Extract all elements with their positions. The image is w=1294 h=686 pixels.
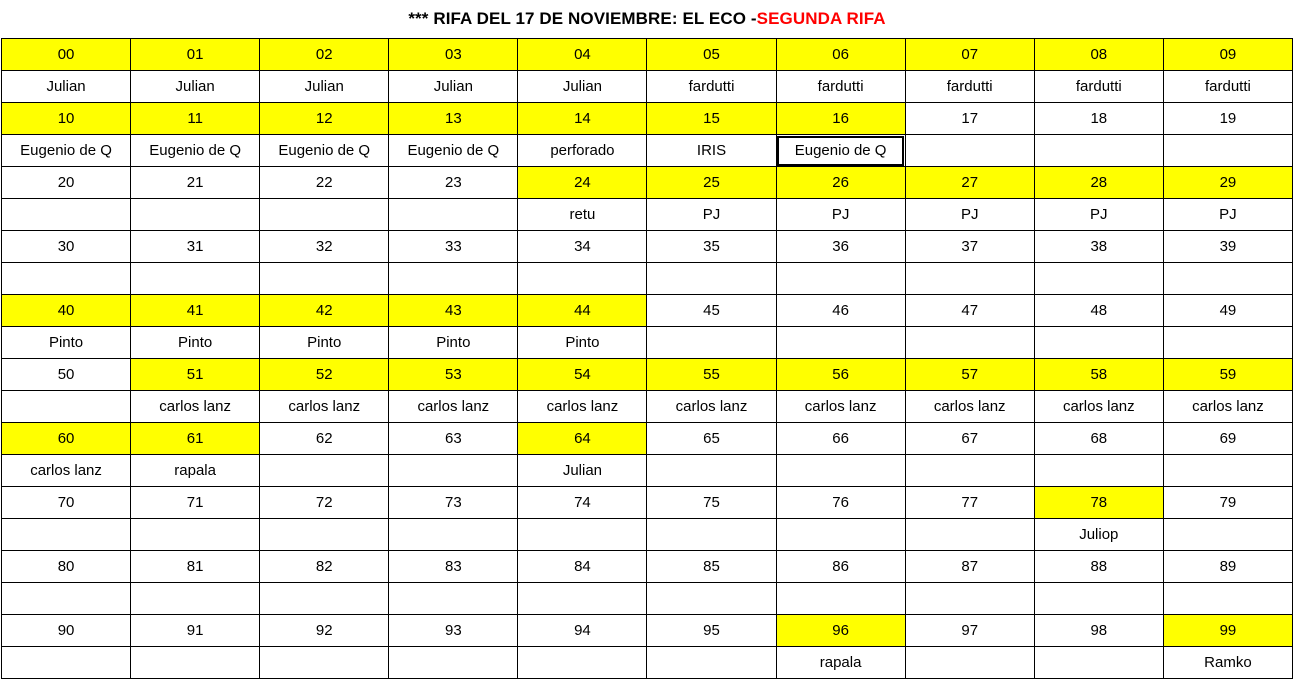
ticket-owner-cell[interactable] bbox=[260, 647, 389, 679]
name-row bbox=[2, 199, 1293, 231]
ticket-owner-cell[interactable]: PJ bbox=[1034, 199, 1163, 231]
ticket-owner-cell[interactable]: carlos lanz bbox=[389, 391, 518, 423]
ticket-owner-cell[interactable]: fardutti bbox=[905, 71, 1034, 103]
ticket-number-cell[interactable]: 73 bbox=[389, 487, 518, 519]
ticket-number-cell[interactable]: 49 bbox=[1163, 295, 1292, 327]
ticket-owner-cell[interactable] bbox=[1163, 583, 1292, 615]
ticket-owner-cell[interactable] bbox=[2, 647, 131, 679]
ticket-owner-cell[interactable] bbox=[776, 519, 905, 551]
ticket-number-cell[interactable]: 61 bbox=[131, 423, 260, 455]
name-row bbox=[2, 391, 1293, 423]
ticket-owner-cell[interactable] bbox=[905, 647, 1034, 679]
ticket-owner-cell[interactable] bbox=[776, 327, 905, 359]
number-row bbox=[2, 551, 1293, 583]
ticket-number-cell[interactable]: 72 bbox=[260, 487, 389, 519]
ticket-number-cell[interactable]: 90 bbox=[2, 615, 131, 647]
ticket-owner-cell[interactable]: PJ bbox=[1163, 199, 1292, 231]
number-row bbox=[2, 423, 1293, 455]
ticket-number-cell[interactable]: 37 bbox=[905, 231, 1034, 263]
ticket-owner-cell[interactable]: Pinto bbox=[131, 327, 260, 359]
ticket-number-cell[interactable]: 76 bbox=[776, 487, 905, 519]
ticket-owner-cell[interactable] bbox=[905, 519, 1034, 551]
page-title-highlight: SEGUNDA RIFA bbox=[756, 9, 886, 28]
ticket-number-cell[interactable]: 07 bbox=[905, 39, 1034, 71]
ticket-number-cell[interactable]: 86 bbox=[776, 551, 905, 583]
ticket-number-cell[interactable]: 15 bbox=[647, 103, 776, 135]
ticket-number-cell[interactable]: 81 bbox=[131, 551, 260, 583]
ticket-number-cell[interactable]: 75 bbox=[647, 487, 776, 519]
ticket-number-cell[interactable]: 09 bbox=[1163, 39, 1292, 71]
ticket-number-cell[interactable]: 14 bbox=[518, 103, 647, 135]
ticket-number-cell[interactable]: 32 bbox=[260, 231, 389, 263]
ticket-number-cell[interactable]: 91 bbox=[131, 615, 260, 647]
ticket-owner-cell[interactable] bbox=[1034, 327, 1163, 359]
ticket-owner-cell[interactable] bbox=[647, 327, 776, 359]
ticket-number-cell[interactable]: 21 bbox=[131, 167, 260, 199]
ticket-owner-cell[interactable]: carlos lanz bbox=[518, 391, 647, 423]
ticket-owner-cell[interactable] bbox=[2, 391, 131, 423]
ticket-number-cell[interactable]: 54 bbox=[518, 359, 647, 391]
ticket-owner-cell[interactable] bbox=[1163, 135, 1292, 167]
ticket-number-cell[interactable]: 03 bbox=[389, 39, 518, 71]
ticket-number-cell[interactable]: 46 bbox=[776, 295, 905, 327]
ticket-number-cell[interactable]: 56 bbox=[776, 359, 905, 391]
ticket-owner-cell[interactable] bbox=[131, 647, 260, 679]
ticket-owner-cell[interactable] bbox=[518, 519, 647, 551]
ticket-owner-cell[interactable]: Julian bbox=[260, 71, 389, 103]
number-row bbox=[2, 295, 1293, 327]
ticket-number-cell[interactable]: 69 bbox=[1163, 423, 1292, 455]
ticket-number-cell[interactable]: 44 bbox=[518, 295, 647, 327]
ticket-number-cell[interactable]: 57 bbox=[905, 359, 1034, 391]
ticket-number-cell[interactable]: 71 bbox=[131, 487, 260, 519]
ticket-owner-cell[interactable]: carlos lanz bbox=[647, 391, 776, 423]
ticket-number-cell[interactable]: 60 bbox=[2, 423, 131, 455]
ticket-owner-cell[interactable] bbox=[2, 583, 131, 615]
ticket-number-cell[interactable]: 31 bbox=[131, 231, 260, 263]
name-row bbox=[2, 71, 1293, 103]
ticket-owner-cell[interactable] bbox=[260, 263, 389, 295]
ticket-number-cell[interactable]: 41 bbox=[131, 295, 260, 327]
ticket-owner-cell[interactable]: rapala bbox=[776, 647, 905, 679]
ticket-number-cell[interactable]: 42 bbox=[260, 295, 389, 327]
ticket-owner-cell[interactable]: fardutti bbox=[1034, 71, 1163, 103]
ticket-owner-cell[interactable]: Eugenio de Q bbox=[260, 135, 389, 167]
ticket-number-cell[interactable]: 28 bbox=[1034, 167, 1163, 199]
ticket-number-cell[interactable]: 19 bbox=[1163, 103, 1292, 135]
name-row bbox=[2, 135, 1293, 167]
ticket-number-cell[interactable]: 70 bbox=[2, 487, 131, 519]
ticket-number-cell[interactable]: 87 bbox=[905, 551, 1034, 583]
ticket-number-cell[interactable]: 65 bbox=[647, 423, 776, 455]
ticket-number-cell[interactable]: 64 bbox=[518, 423, 647, 455]
ticket-number-cell[interactable]: 82 bbox=[260, 551, 389, 583]
ticket-owner-cell[interactable] bbox=[260, 199, 389, 231]
ticket-number-cell[interactable]: 24 bbox=[518, 167, 647, 199]
number-row bbox=[2, 615, 1293, 647]
number-row bbox=[2, 39, 1293, 71]
ticket-owner-cell[interactable] bbox=[647, 263, 776, 295]
ticket-owner-cell[interactable] bbox=[2, 263, 131, 295]
ticket-owner-cell[interactable]: Juliop bbox=[1034, 519, 1163, 551]
ticket-owner-cell[interactable]: Ramko bbox=[1163, 647, 1292, 679]
ticket-owner-cell[interactable]: carlos lanz bbox=[776, 391, 905, 423]
ticket-owner-cell[interactable]: retu bbox=[518, 199, 647, 231]
ticket-number-cell[interactable]: 63 bbox=[389, 423, 518, 455]
ticket-owner-cell[interactable] bbox=[647, 583, 776, 615]
ticket-owner-cell[interactable] bbox=[518, 647, 647, 679]
ticket-number-cell[interactable]: 93 bbox=[389, 615, 518, 647]
ticket-owner-cell[interactable] bbox=[905, 135, 1034, 167]
ticket-number-cell[interactable]: 08 bbox=[1034, 39, 1163, 71]
ticket-number-cell[interactable]: 79 bbox=[1163, 487, 1292, 519]
ticket-owner-cell[interactable]: Julian bbox=[518, 71, 647, 103]
ticket-owner-cell[interactable]: Pinto bbox=[2, 327, 131, 359]
ticket-owner-cell[interactable] bbox=[2, 519, 131, 551]
ticket-number-cell[interactable]: 74 bbox=[518, 487, 647, 519]
ticket-owner-cell[interactable]: PJ bbox=[776, 199, 905, 231]
name-row bbox=[2, 647, 1293, 679]
ticket-number-cell[interactable]: 53 bbox=[389, 359, 518, 391]
ticket-owner-cell[interactable] bbox=[1163, 455, 1292, 487]
ticket-number-cell[interactable]: 26 bbox=[776, 167, 905, 199]
ticket-owner-cell[interactable]: rapala bbox=[131, 455, 260, 487]
ticket-owner-cell[interactable] bbox=[131, 263, 260, 295]
ticket-number-cell[interactable]: 35 bbox=[647, 231, 776, 263]
ticket-owner-cell[interactable] bbox=[518, 263, 647, 295]
ticket-number-cell[interactable]: 80 bbox=[2, 551, 131, 583]
ticket-owner-cell[interactable] bbox=[905, 327, 1034, 359]
ticket-owner-cell[interactable] bbox=[1163, 327, 1292, 359]
ticket-owner-cell[interactable]: Julian bbox=[389, 71, 518, 103]
ticket-owner-cell[interactable] bbox=[1163, 519, 1292, 551]
ticket-number-cell[interactable]: 68 bbox=[1034, 423, 1163, 455]
ticket-number-cell[interactable]: 89 bbox=[1163, 551, 1292, 583]
ticket-number-cell[interactable]: 13 bbox=[389, 103, 518, 135]
ticket-number-cell[interactable]: 05 bbox=[647, 39, 776, 71]
ticket-owner-cell[interactable] bbox=[389, 455, 518, 487]
ticket-number-cell[interactable]: 25 bbox=[647, 167, 776, 199]
name-row bbox=[2, 263, 1293, 295]
ticket-number-cell[interactable]: 34 bbox=[518, 231, 647, 263]
ticket-owner-cell[interactable] bbox=[389, 519, 518, 551]
ticket-owner-cell[interactable]: Pinto bbox=[518, 327, 647, 359]
ticket-number-cell[interactable]: 04 bbox=[518, 39, 647, 71]
ticket-number-cell[interactable]: 00 bbox=[2, 39, 131, 71]
ticket-owner-cell[interactable] bbox=[260, 583, 389, 615]
ticket-number-cell[interactable]: 84 bbox=[518, 551, 647, 583]
ticket-owner-cell[interactable] bbox=[1163, 263, 1292, 295]
ticket-owner-cell[interactable]: Eugenio de Q bbox=[389, 135, 518, 167]
ticket-number-cell[interactable]: 36 bbox=[776, 231, 905, 263]
ticket-owner-cell[interactable]: carlos lanz bbox=[905, 391, 1034, 423]
ticket-owner-cell[interactable] bbox=[389, 583, 518, 615]
ticket-owner-cell[interactable] bbox=[1034, 647, 1163, 679]
ticket-number-cell[interactable]: 94 bbox=[518, 615, 647, 647]
ticket-number-cell[interactable]: 78 bbox=[1034, 487, 1163, 519]
ticket-number-cell[interactable]: 22 bbox=[260, 167, 389, 199]
ticket-owner-cell[interactable]: fardutti bbox=[1163, 71, 1292, 103]
ticket-number-cell[interactable]: 98 bbox=[1034, 615, 1163, 647]
ticket-owner-cell[interactable]: Julian bbox=[518, 455, 647, 487]
ticket-number-cell[interactable]: 12 bbox=[260, 103, 389, 135]
ticket-owner-cell[interactable] bbox=[260, 455, 389, 487]
ticket-owner-cell[interactable] bbox=[647, 647, 776, 679]
ticket-owner-cell[interactable]: carlos lanz bbox=[131, 391, 260, 423]
ticket-number-cell[interactable]: 30 bbox=[2, 231, 131, 263]
ticket-owner-cell[interactable]: Eugenio de Q bbox=[2, 135, 131, 167]
ticket-number-cell[interactable]: 47 bbox=[905, 295, 1034, 327]
number-row bbox=[2, 487, 1293, 519]
name-row bbox=[2, 455, 1293, 487]
number-row bbox=[2, 231, 1293, 263]
ticket-number-cell[interactable]: 10 bbox=[2, 103, 131, 135]
ticket-number-cell[interactable]: 83 bbox=[389, 551, 518, 583]
ticket-owner-cell[interactable] bbox=[131, 199, 260, 231]
ticket-number-cell[interactable]: 88 bbox=[1034, 551, 1163, 583]
ticket-owner-cell[interactable]: Pinto bbox=[389, 327, 518, 359]
ticket-owner-cell[interactable] bbox=[131, 519, 260, 551]
ticket-number-cell[interactable]: 38 bbox=[1034, 231, 1163, 263]
ticket-owner-cell[interactable] bbox=[905, 583, 1034, 615]
ticket-number-cell[interactable]: 01 bbox=[131, 39, 260, 71]
ticket-owner-cell[interactable] bbox=[776, 455, 905, 487]
name-row bbox=[2, 583, 1293, 615]
ticket-owner-cell[interactable]: Julian bbox=[2, 71, 131, 103]
ticket-owner-cell[interactable]: carlos lanz bbox=[260, 391, 389, 423]
name-row bbox=[2, 519, 1293, 551]
ticket-owner-cell[interactable]: Eugenio de Q bbox=[776, 135, 905, 167]
ticket-number-cell[interactable]: 58 bbox=[1034, 359, 1163, 391]
ticket-owner-cell[interactable] bbox=[905, 263, 1034, 295]
number-row bbox=[2, 103, 1293, 135]
raffle-grid bbox=[1, 38, 1293, 679]
ticket-number-cell[interactable]: 50 bbox=[2, 359, 131, 391]
ticket-owner-cell[interactable]: carlos lanz bbox=[1163, 391, 1292, 423]
ticket-owner-cell[interactable] bbox=[1034, 455, 1163, 487]
ticket-owner-cell[interactable]: fardutti bbox=[647, 71, 776, 103]
ticket-owner-cell[interactable]: fardutti bbox=[776, 71, 905, 103]
page-title bbox=[0, 0, 1294, 38]
ticket-owner-cell[interactable]: PJ bbox=[647, 199, 776, 231]
ticket-number-cell[interactable]: 23 bbox=[389, 167, 518, 199]
ticket-owner-cell[interactable] bbox=[1034, 263, 1163, 295]
ticket-number-cell[interactable]: 96 bbox=[776, 615, 905, 647]
ticket-number-cell[interactable]: 43 bbox=[389, 295, 518, 327]
ticket-number-cell[interactable]: 39 bbox=[1163, 231, 1292, 263]
ticket-number-cell[interactable]: 67 bbox=[905, 423, 1034, 455]
ticket-owner-cell[interactable]: Pinto bbox=[260, 327, 389, 359]
ticket-owner-cell[interactable]: carlos lanz bbox=[1034, 391, 1163, 423]
ticket-owner-cell[interactable] bbox=[1034, 583, 1163, 615]
ticket-number-cell[interactable]: 06 bbox=[776, 39, 905, 71]
ticket-number-cell[interactable]: 95 bbox=[647, 615, 776, 647]
name-row bbox=[2, 327, 1293, 359]
ticket-owner-cell[interactable] bbox=[647, 455, 776, 487]
ticket-number-cell[interactable]: 11 bbox=[131, 103, 260, 135]
ticket-number-cell[interactable]: 62 bbox=[260, 423, 389, 455]
ticket-owner-cell[interactable] bbox=[260, 519, 389, 551]
ticket-owner-cell[interactable] bbox=[776, 263, 905, 295]
ticket-number-cell[interactable]: 40 bbox=[2, 295, 131, 327]
ticket-owner-cell[interactable]: PJ bbox=[905, 199, 1034, 231]
ticket-owner-cell[interactable]: IRIS bbox=[647, 135, 776, 167]
ticket-number-cell[interactable]: 33 bbox=[389, 231, 518, 263]
ticket-number-cell[interactable]: 20 bbox=[2, 167, 131, 199]
ticket-owner-cell[interactable] bbox=[647, 519, 776, 551]
ticket-owner-cell[interactable]: Eugenio de Q bbox=[131, 135, 260, 167]
ticket-owner-cell[interactable] bbox=[389, 199, 518, 231]
ticket-number-cell[interactable]: 59 bbox=[1163, 359, 1292, 391]
ticket-number-cell[interactable]: 55 bbox=[647, 359, 776, 391]
ticket-number-cell[interactable]: 85 bbox=[647, 551, 776, 583]
ticket-owner-cell[interactable] bbox=[131, 583, 260, 615]
number-row bbox=[2, 359, 1293, 391]
ticket-owner-cell[interactable] bbox=[905, 455, 1034, 487]
ticket-owner-cell[interactable] bbox=[1034, 135, 1163, 167]
ticket-number-cell[interactable]: 17 bbox=[905, 103, 1034, 135]
ticket-owner-cell[interactable]: carlos lanz bbox=[2, 455, 131, 487]
ticket-number-cell[interactable]: 48 bbox=[1034, 295, 1163, 327]
ticket-number-cell[interactable]: 02 bbox=[260, 39, 389, 71]
number-row bbox=[2, 167, 1293, 199]
ticket-owner-cell[interactable] bbox=[389, 263, 518, 295]
ticket-number-cell[interactable]: 16 bbox=[776, 103, 905, 135]
ticket-owner-cell[interactable] bbox=[2, 199, 131, 231]
ticket-number-cell[interactable]: 18 bbox=[1034, 103, 1163, 135]
ticket-owner-cell[interactable] bbox=[389, 647, 518, 679]
ticket-owner-cell[interactable] bbox=[518, 583, 647, 615]
ticket-number-cell[interactable]: 52 bbox=[260, 359, 389, 391]
ticket-number-cell[interactable]: 97 bbox=[905, 615, 1034, 647]
page-title-prefix: *** RIFA DEL 17 DE NOVIEMBRE: EL ECO - bbox=[408, 9, 757, 28]
ticket-number-cell[interactable]: 45 bbox=[647, 295, 776, 327]
ticket-owner-cell[interactable] bbox=[776, 583, 905, 615]
ticket-number-cell[interactable]: 92 bbox=[260, 615, 389, 647]
ticket-number-cell[interactable]: 66 bbox=[776, 423, 905, 455]
ticket-number-cell[interactable]: 27 bbox=[905, 167, 1034, 199]
ticket-owner-cell[interactable]: Julian bbox=[131, 71, 260, 103]
ticket-owner-cell[interactable]: perforado bbox=[518, 135, 647, 167]
ticket-number-cell[interactable]: 51 bbox=[131, 359, 260, 391]
ticket-number-cell[interactable]: 29 bbox=[1163, 167, 1292, 199]
ticket-number-cell[interactable]: 77 bbox=[905, 487, 1034, 519]
ticket-number-cell[interactable]: 99 bbox=[1163, 615, 1292, 647]
